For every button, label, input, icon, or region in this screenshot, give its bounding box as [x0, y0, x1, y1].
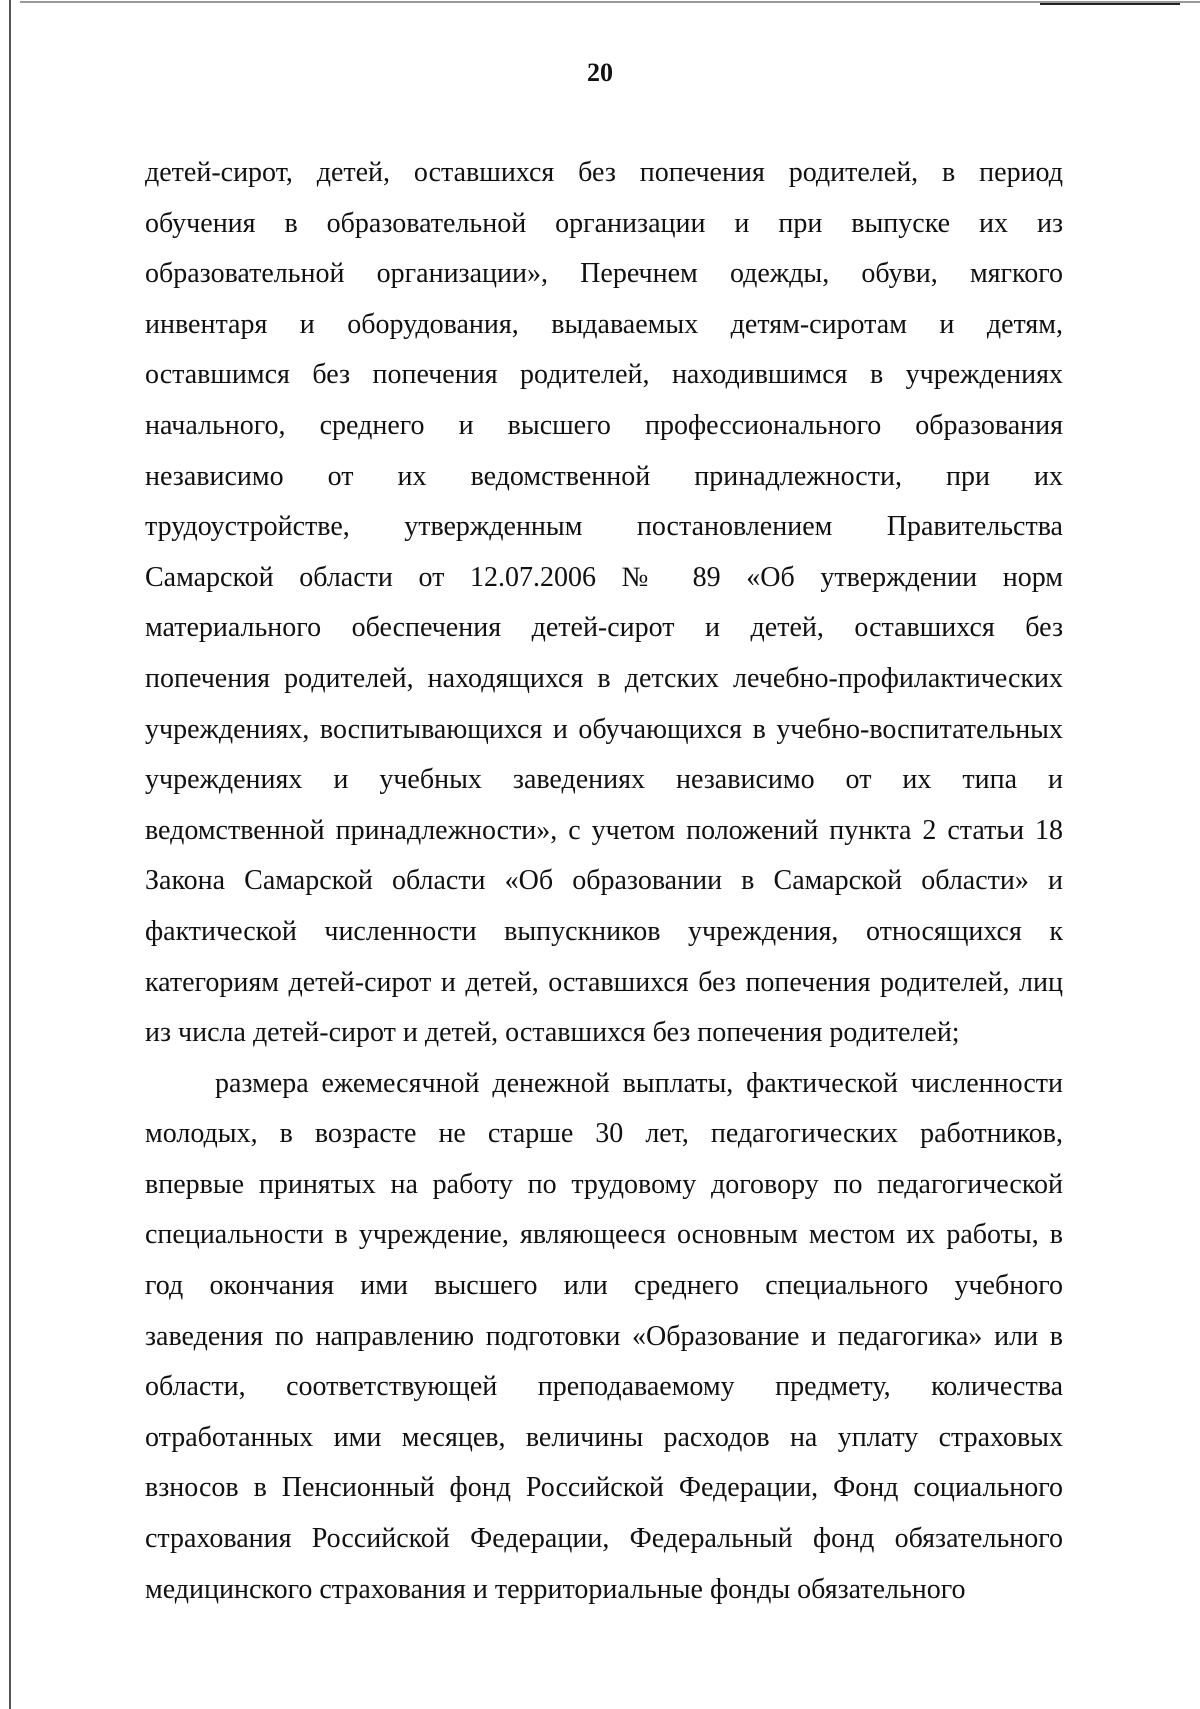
scan-top-edge — [20, 1, 1200, 3]
text-line: области, соответствующей преподаваемому предмету, количества — [145, 1371, 1063, 1403]
paragraph — [145, 1059, 1063, 1616]
text-line: образовательной организации», Перечнем одежды, обуви, мягкого — [145, 258, 1063, 290]
text-line: учреждениях и учебных заведениях независимо от их типа и — [145, 764, 1063, 796]
text-line: детей-сирот, детей, оставшихся без попечения родителей, в период — [145, 157, 1063, 188]
text-line: впервые принятых на работу по трудовому договору по педагогической — [145, 1168, 1063, 1200]
text-line: категориям детей-сирот и детей, оставшихся без попечения родителей, лиц — [145, 966, 1063, 998]
paragraph — [145, 148, 1063, 1059]
text-line: начального, среднего и высшего профессионального образования — [145, 409, 1063, 441]
text-line: отработанных ими месяцев, величины расходов на уплату страховых — [145, 1421, 1063, 1453]
document-body — [145, 148, 1063, 1615]
text-line: взносов в Пенсионный фонд Российской Федерации, Фонд социального — [145, 1472, 1063, 1504]
text-line: из числа детей-сирот и детей, оставшихся без попечения родителей; — [145, 1017, 960, 1049]
text-line: материального обеспечения детей-сирот и детей, оставшихся без — [145, 612, 1063, 644]
text-line: инвентаря и оборудования, выдаваемых детям-сиротам и детям, — [145, 308, 1063, 340]
text-line: медицинского страхования и территориальные фонды обязательного — [145, 1573, 966, 1605]
text-line: специальности в учреждение, являющееся основным местом их работы, в — [145, 1219, 1063, 1251]
text-line: учреждениях, воспитывающихся и обучающихся в учебно-воспитательных — [145, 713, 1063, 745]
page-number: 20 — [587, 58, 613, 87]
text-line: год окончания ими высшего или среднего специального учебного — [145, 1270, 1063, 1302]
text-line: оставшимся без попечения родителей, находившимся в учреждениях — [145, 359, 1063, 391]
text-line: трудоустройстве, утвержденным постановлением Правительства — [145, 511, 1063, 543]
scan-top-edge-dark — [1040, 3, 1180, 5]
text-line: фактической численности выпускников учреждения, относящихся к — [145, 915, 1063, 947]
text-line: обучения в образовательной организации и при выпуске их из — [145, 207, 1063, 239]
text-line: молодых, в возрасте не старше 30 лет, педагогических работников, — [145, 1118, 1063, 1150]
text-line: заведения по направлению подготовки «Образование и педагогика» или в — [145, 1320, 1063, 1352]
text-line: страхования Российской Федерации, Федеральный фонд обязательного — [145, 1523, 1063, 1555]
scan-left-edge — [9, 0, 11, 1709]
text-line: попечения родителей, находящихся в детских лечебно-профилактических — [145, 662, 1063, 694]
text-line: Самарской области от 12.07.2006 № 89 «Об утверждении норм — [145, 561, 1063, 593]
text-line: размера ежемесячной денежной выплаты, фактической численности — [215, 1067, 1063, 1099]
text-line: ведомственной принадлежности», с учетом положений пункта 2 статьи 18 — [145, 814, 1063, 846]
text-line: независимо от их ведомственной принадлежности, при их — [145, 460, 1063, 492]
text-line: Закона Самарской области «Об образовании в Самарской области» и — [145, 865, 1063, 897]
